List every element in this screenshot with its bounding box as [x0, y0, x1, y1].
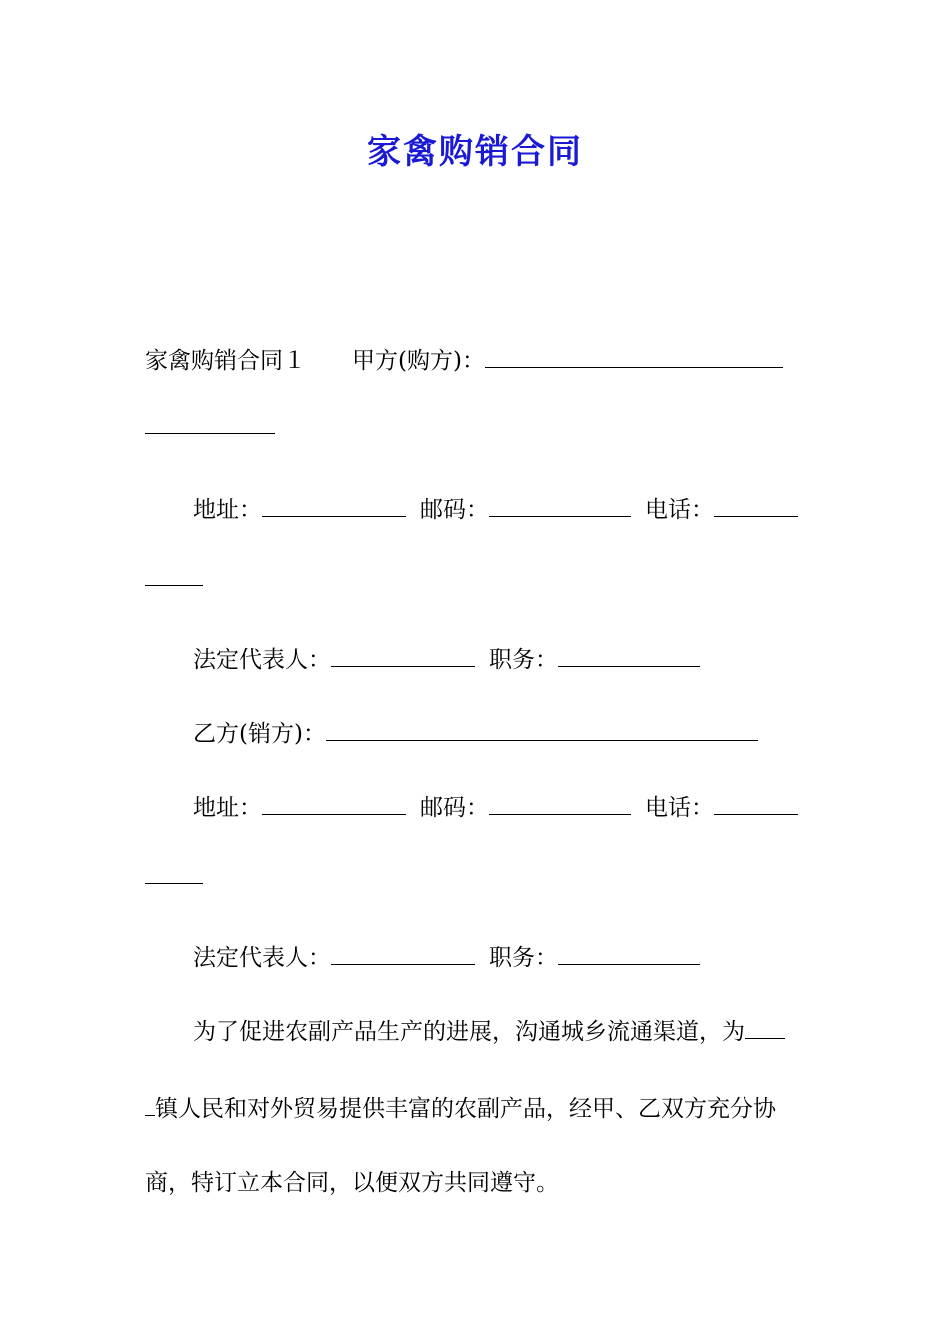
body-text-2: 镇人民和对外贸易提供丰富的农副产品，经甲、乙双方充分协 [155, 1096, 776, 1122]
town-name-blank[interactable] [745, 1016, 785, 1039]
document-title: 家禽购销合同 [367, 132, 583, 172]
party-b-position-label: 职务： [489, 945, 558, 971]
party-a-rep-blank[interactable] [331, 644, 475, 667]
party-b-phone-continuation [145, 860, 203, 894]
contract-heading: 家禽购销合同１ [145, 348, 306, 374]
party-a-postcode-label: 邮码： [420, 497, 489, 523]
party-a-contact-row [193, 493, 798, 527]
party-a-rep-row [193, 643, 700, 677]
party-b-rep-blank[interactable] [331, 942, 475, 965]
party-a-phone-blank[interactable] [714, 494, 798, 517]
party-b-name-blank[interactable] [326, 718, 758, 741]
party-b-row [193, 717, 758, 751]
party-b-phone-blank-cont[interactable] [145, 861, 203, 884]
party-a-row [145, 344, 783, 378]
body-paragraph-line-1 [193, 1015, 785, 1049]
party-b-position-blank[interactable] [558, 942, 700, 965]
party-a-name-blank-cont[interactable] [145, 411, 275, 434]
body-text-1: 为了促进农副产品生产的进展，沟通城乡流通渠道，为 [193, 1019, 745, 1045]
party-a-address-label: 地址： [193, 497, 262, 523]
party-a-postcode-blank[interactable] [489, 494, 631, 517]
party-b-postcode-blank[interactable] [489, 792, 631, 815]
party-a-phone-label: 电话： [645, 497, 714, 523]
party-b-rep-label: 法定代表人： [193, 945, 331, 971]
party-a-position-label: 职务： [489, 647, 558, 673]
party-b-address-blank[interactable] [262, 792, 406, 815]
party-b-label: 乙方(销方)： [193, 721, 326, 747]
party-b-address-label: 地址： [193, 795, 262, 821]
party-a-address-blank[interactable] [262, 494, 406, 517]
town-name-blank-cont[interactable] [145, 1093, 155, 1116]
party-a-position-blank[interactable] [558, 644, 700, 667]
party-b-phone-blank[interactable] [714, 792, 798, 815]
body-paragraph-line-2 [145, 1092, 776, 1126]
party-a-name-continuation [145, 410, 275, 444]
body-paragraph-line-3 [145, 1166, 559, 1200]
party-a-rep-label: 法定代表人： [193, 647, 331, 673]
party-a-phone-continuation [145, 562, 203, 596]
party-a-label: 甲方(购方)： [352, 348, 485, 374]
party-b-contact-row [193, 791, 798, 825]
party-b-phone-label: 电话： [645, 795, 714, 821]
party-a-phone-blank-cont[interactable] [145, 563, 203, 586]
party-b-postcode-label: 邮码： [420, 795, 489, 821]
party-b-rep-row [193, 941, 700, 975]
body-text-3: 商，特订立本合同，以便双方共同遵守。 [145, 1170, 559, 1196]
party-a-name-blank[interactable] [485, 345, 783, 368]
